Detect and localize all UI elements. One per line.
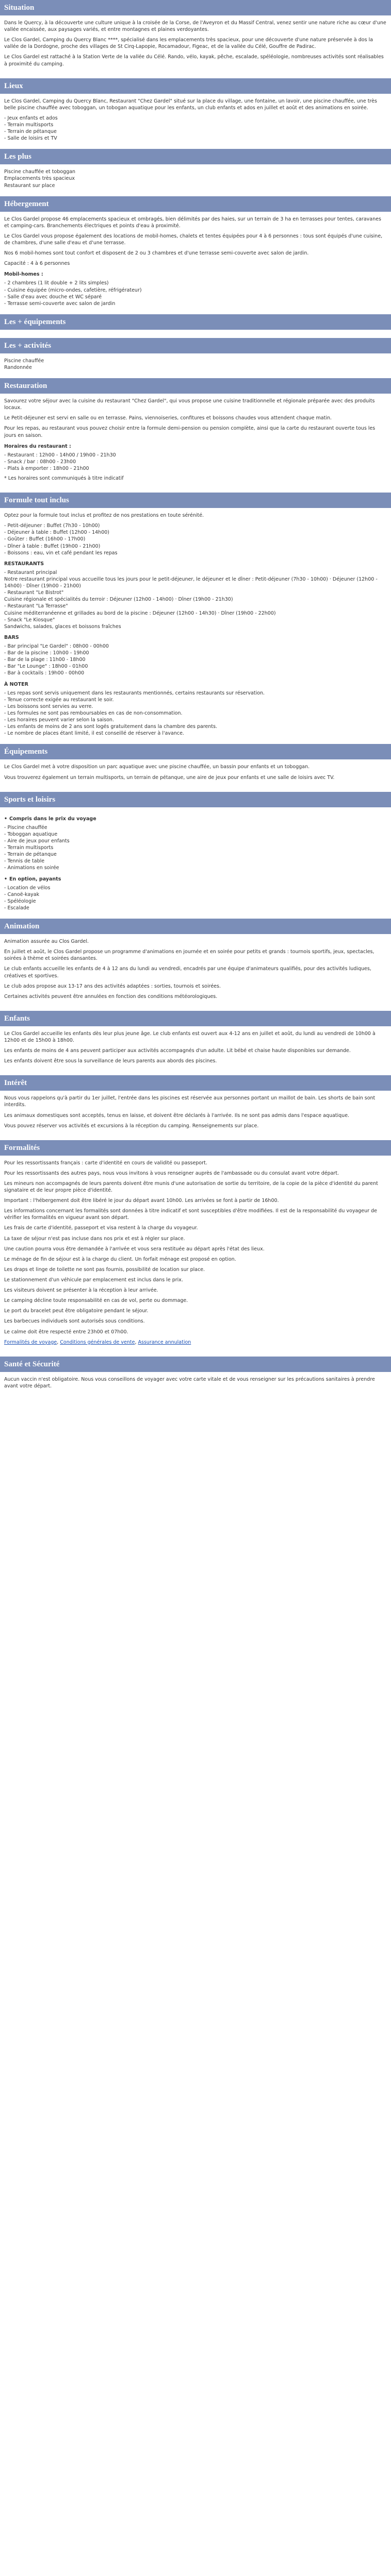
formule-banner: Formule tout inclus — [0, 493, 391, 508]
interet-section — [0, 1091, 391, 1134]
les-plus-line: Restaurant sur place — [4, 182, 55, 189]
sports-included-line: - Terrain de pétanque — [4, 852, 57, 858]
sports-included-line: - Animations en soirée — [4, 865, 59, 871]
formalites-paragraph: Les informations concernant les formalités sont données à titre indicatif et sont susceptibles d'être modifiées. Il est de la responsabilité du voyageur de vérifier les formalités en vigueur avant son départ. — [4, 1208, 377, 1221]
enfants-paragraph: Les enfants doivent être sous la surveillance de leurs parents aux abords des piscines. — [4, 1058, 217, 1064]
animation-paragraph: En juillet et août, le Clos Gardel propose un programme d'animations en journée et en soirée pour petits et grands : tournois sportifs, jeux, spectacles, soirées à thème et soirées dansantes. — [4, 949, 374, 962]
formule-bar-line: - Bar principal "Le Gardel" : 08h00 - 00h00 — [4, 643, 109, 650]
enfants-paragraph: Le Clos Gardel accueille les enfants dès leur plus jeune âge. Le club enfants est ouvert aux 4-12 ans en juillet et août, du lundi au vendredi de 10h00 à 12h00 et de 15h00 à 18h00. — [4, 1030, 376, 1043]
sports-section — [0, 807, 391, 913]
hebergement-line: - Cuisine équipée (micro-ondes, cafetière, réfrigérateur) — [4, 287, 142, 293]
activites-plus-line: Piscine chauffée — [4, 358, 44, 364]
sports-paid-line: - Canoë-kayak — [4, 891, 40, 897]
restauration-note: * Les horaires sont communiqués à titre indicatif — [4, 476, 124, 482]
formule-note-line: - Les horaires peuvent varier selon la saison. — [4, 717, 114, 723]
formule-line: - Petit-déjeuner : Buffet (7h30 - 10h00) — [4, 523, 100, 529]
sports-included-line: - Piscine chauffée — [4, 824, 47, 831]
enfants-banner: Enfants — [0, 1011, 391, 1026]
formalites-link[interactable]: Formalités de voyage — [4, 1339, 57, 1345]
formule-restaurant-line: Cuisine méditerranéenne et grillades au bord de la piscine : Déjeuner (12h00 - 14h30) · Dîner (19h00 - 22h00) — [4, 610, 276, 616]
bullet-icon: • — [4, 816, 8, 822]
restauration-hours-line: - Plats à emporter : 18h00 - 21h00 — [4, 465, 89, 471]
formule-line: - Dîner à table : Buffet (19h00 - 21h00) — [4, 543, 101, 549]
formule-restaurant-line: - Restaurant principal — [4, 569, 57, 575]
sports-paid-label: En option, payants — [9, 876, 61, 882]
restauration-section — [0, 394, 391, 487]
formule-restaurants-title: RESTAURANTS — [4, 561, 44, 567]
formule-restaurant-line: Cuisine régionale et spécialités du terroir : Déjeuner (12h00 - 14h00) · Dîner (19h00 - 21h30) — [4, 597, 233, 603]
formule-note-line: - Tenue correcte exigée au restaurant le soir. — [4, 697, 114, 703]
lieux-paragraph: Le Clos Gardel, Camping du Quercy Blanc, Restaurant "Chez Gardel" situé sur la place du village, une fontaine, un lavoir, une piscine chauffée, une très belle piscine chauffée avec toboggan, un tobogan aquatique pour les enfants, un club enfants et ados en juillet et août et des animations en soirée. — [4, 98, 377, 111]
hebergement-paragraph: Le Clos Gardel vous propose également des locations de mobil-homes, chalets et tentes équipées pour 4 à 6 personnes : tous sont équipés d'une cuisine, de chambres, d'une salle d'eau et d'une terrasse. — [4, 233, 383, 246]
hebergement-section — [0, 212, 391, 309]
bullet-icon: • — [4, 876, 8, 882]
formalites-paragraph: Pour les ressortissants des autres pays, nous vous invitons à vous renseigner auprès de l'ambassade ou du consulat avant votre départ. — [4, 1170, 339, 1176]
les-plus-section — [0, 164, 391, 191]
formalites-paragraph: Une caution pourra vous être demandée à l'arrivée et vous sera restituée au départ après l'état des lieux. — [4, 1246, 265, 1252]
formalites-banner: Formalités — [0, 1140, 391, 1156]
formule-section — [0, 508, 391, 739]
sante-paragraph: Aucun vaccin n'est obligatoire. Nous vous conseillons de voyager avec votre carte vitale et de vous renseigner sur les précautions sanitaires à prendre avant votre départ. — [4, 1376, 375, 1389]
formule-note-line: - Les formules ne sont pas remboursables en cas de non-consommation. — [4, 710, 183, 716]
formalites-links: Formalités de voyage, Conditions générales de vente, Assurance annulation — [4, 1339, 191, 1345]
formule-bar-line: - Bar de la piscine : 10h00 - 19h00 — [4, 650, 89, 656]
activites-plus-banner: Les + activités — [0, 338, 391, 353]
les-plus-line: Piscine chauffée et toboggan — [4, 169, 76, 175]
situation-paragraph: Dans le Quercy, à la découverte une culture unique à la croisée de la Corse, de l'Aveyron et du Massif Central, venez sentir une nature riche au cœur d'une vallée encaissée, aux paysages variés, et entre montagnes et plaines verdoyantes. — [4, 20, 386, 33]
formule-notes-title: À NOTER — [4, 681, 28, 687]
animation-paragraph: Animation assurée au Clos Gardel. — [4, 939, 89, 945]
formule-bar-line: - Bar "Le Lounge" : 18h00 - 01h00 — [4, 664, 88, 670]
hebergement-paragraph: Capacité : 4 à 6 personnes — [4, 261, 70, 267]
situation-banner: Situation — [0, 0, 391, 15]
lieux-section — [0, 94, 391, 144]
formalites-paragraph: Le calme doit être respecté entre 23h00 et 07h00. — [4, 1329, 128, 1335]
hebergement-paragraph: Nos 6 mobil-homes sont tout confort et disposent de 2 ou 3 chambres et d'une terrasse semi-couverte avec salon de jardin. — [4, 250, 309, 257]
animation-paragraph: Le club enfants accueille les enfants de 4 à 12 ans du lundi au vendredi, encadrés par une équipe d'animateurs qualifiés, pour des activités ludiques, créatives et sportives. — [4, 966, 371, 979]
equipements-plus-banner: Les + équipements — [0, 314, 391, 330]
sante-section — [0, 1372, 391, 1395]
hebergement-line: - Terrasse semi-couverte avec salon de jardin — [4, 300, 116, 307]
formule-bars-title: BARS — [4, 634, 19, 640]
restauration-hours-line: - Snack / bar : 08h00 - 23h00 — [4, 459, 76, 465]
formalites-paragraph: Le stationnement d'un véhicule par emplacement est inclus dans le prix. — [4, 1277, 183, 1283]
les-plus-line: Emplacements très spacieux — [4, 176, 75, 182]
lieux-line: - Salle de loisirs et TV — [4, 135, 57, 142]
lieux-banner: Lieux — [0, 78, 391, 94]
restauration-paragraph: Pour les repas, au restaurant vous pouvez choisir entre la formule demi-pension ou pension complète, ainsi que la carte du restaurant ouverte tous les jours en saison. — [4, 426, 376, 438]
formule-restaurant-line: - Restaurant "Le Bistrot" — [4, 590, 64, 596]
equipements-paragraph: Vous trouverez également un terrain multisports, un terrain de pétanque, une aire de jeux pour enfants et une salle de loisirs avec TV. — [4, 774, 335, 781]
animation-section — [0, 934, 391, 1006]
restauration-hours-line: - Restaurant : 12h00 - 14h00 / 19h00 - 21h30 — [4, 452, 116, 458]
equipements-banner: Équipements — [0, 744, 391, 759]
formule-line: - Déjeuner à table : Buffet (12h00 - 14h00) — [4, 530, 109, 536]
interet-banner: Intérêt — [0, 1075, 391, 1091]
animation-banner: Animation — [0, 919, 391, 934]
sports-included-line: - Tennis de table — [4, 858, 45, 865]
hebergement-line: - 2 chambres (1 lit double + 2 lits simples) — [4, 280, 109, 286]
animation-paragraph: Le club ados propose aux 13-17 ans des activités adaptées : sorties, tournois et soirées. — [4, 983, 221, 989]
interet-paragraph: Nous vous rappelons qu'à partir du 1er juillet, l'entrée dans les piscines est réservée aux personnes portant un maillot de bain. Les shorts de bain sont interdits. — [4, 1095, 376, 1108]
sports-included-line: - Toboggan aquatique — [4, 831, 58, 837]
restauration-banner: Restauration — [0, 378, 391, 394]
formalites-paragraph: Le ménage de fin de séjour est à la charge du client. Un forfait ménage est proposé en option. — [4, 1256, 236, 1262]
activites-plus-section — [0, 353, 391, 373]
formule-note-line: - Les repas sont servis uniquement dans les restaurants mentionnés, certains restaurants sur réservation. — [4, 690, 265, 696]
sports-included-line: - Terrain multisports — [4, 845, 54, 851]
formule-bar-line: - Bar à cocktails : 19h00 - 00h00 — [4, 670, 85, 676]
equipements-paragraph: Le Clos Gardel met à votre disposition un parc aquatique avec une piscine chauffée, un bassin pour enfants et un toboggan. — [4, 764, 310, 770]
situation-paragraph: Le Clos Gardel, Camping du Quercy Blanc ****, spécialisé dans les emplacements très spacieux, pour une découverte d'une nature préservée à dos la vallée de la Dordogne, proche des villages de St Cirq-Lapopie, Rocamadour, Figeac, et de la vallée du Célé, Gouffre de Padirac. — [4, 37, 373, 50]
formalites-paragraph: Le camping décline toute responsabilité en cas de vol, perte ou dommage. — [4, 1298, 188, 1304]
restauration-paragraph: Savourez votre séjour avec la cuisine du restaurant "Chez Gardel", qui vous propose une cuisine traditionnelle et régionale préparée avec des produits locaux. — [4, 398, 375, 411]
formalites-paragraph: Les visiteurs doivent se présenter à la réception à leur arrivée. — [4, 1287, 158, 1294]
restauration-paragraph: Le Petit-déjeuner est servi en salle ou en terrasse. Pains, viennoiseries, confitures et boissons chaudes vous attendent chaque matin. — [4, 415, 332, 421]
animation-paragraph: Certaines activités peuvent être annulées en fonction des conditions météorologiques. — [4, 993, 218, 999]
situation-section — [0, 15, 391, 73]
formalites-link[interactable]: Conditions générales de vente — [60, 1339, 135, 1345]
sports-banner: Sports et loisirs — [0, 792, 391, 807]
formule-line: - Boissons : eau, vin et café pendant les repas — [4, 550, 118, 556]
formule-line: - Goûter : Buffet (16h00 - 17h00) — [4, 536, 86, 543]
sports-included-label: Compris dans le prix du voyage — [9, 816, 96, 822]
formalites-paragraph: La taxe de séjour n'est pas incluse dans nos prix et est à régler sur place. — [4, 1235, 185, 1242]
formule-note-line: - Les boissons sont servies au verre. — [4, 703, 93, 709]
formule-restaurant-line: - Snack "Le Kiosque" — [4, 617, 55, 623]
formalites-paragraph: Les mineurs non accompagnés de leurs parents doivent être munis d'une autorisation de sortie du territoire, de la copie de la pièce d'identité du parent signataire et de leur propre pièce d'identité. — [4, 1180, 378, 1194]
situation-paragraph: Le Clos Gardel est rattaché à la Station Verte de la vallée du Célé. Rando, vélo, kayak, pêche, escalade, spéléologie, nombreuses activités sont réalisables à proximité du camping. — [4, 54, 384, 67]
formalites-section — [0, 1156, 391, 1351]
lieux-line: - Terrain multisports — [4, 122, 54, 128]
formalites-paragraph: Important : l'hébergement doit être libéré le jour du départ avant 10h00. Les arrivées se font à partir de 16h00. — [4, 1198, 279, 1204]
formule-bar-line: - Bar de la plage : 11h00 - 18h00 — [4, 657, 86, 663]
formalites-paragraph: Les barbecues individuels sont autorisés sous conditions. — [4, 1318, 145, 1325]
equipements-section — [0, 759, 391, 786]
sports-paid-line: - Escalade — [4, 905, 29, 911]
formalites-paragraph: Pour les ressortissants français : carte d'identité en cours de validité ou passeport. — [4, 1160, 207, 1166]
hebergement-banner: Hébergement — [0, 196, 391, 212]
formule-restaurant-line: - Restaurant "La Terrasse" — [4, 603, 68, 609]
formule-restaurant-line: Sandwichs, salades, glaces et boissons fraîches — [4, 623, 121, 630]
sports-paid-line: - Location de vélos — [4, 885, 51, 891]
formule-restaurant-line: Notre restaurant principal vous accueille tous les jours pour le petit-déjeuner, le déjeuner et le dîner : Petit-déjeuner (7h30 - 10h00) · Déjeuner (12h00 - 14h00) · Dîner (19h00 - 21h00) — [4, 577, 378, 589]
formule-note-line: - Les enfants de moins de 2 ans sont logés gratuitement dans la chambre des parents. — [4, 724, 218, 730]
interet-paragraph: Les animaux domestiques sont acceptés, tenus en laisse, et doivent être déclarés à l'arrivée. Ils ne sont pas admis dans l'espace aquatique. — [4, 1112, 350, 1118]
formalites-paragraph: Les frais de carte d'identité, passeport et visa restent à la charge du voyageur. — [4, 1225, 198, 1231]
restauration-hours-title: Horaires du restaurant : — [4, 443, 71, 449]
hebergement-line: - Salle d'eau avec douche et WC séparé — [4, 294, 102, 300]
formalites-paragraph: Les draps et linge de toilette ne sont pas fournis, possibilité de location sur place. — [4, 1266, 205, 1273]
sports-paid-line: - Spéléologie — [4, 898, 36, 904]
formule-note-line: - Le nombre de places étant limité, il est conseillé de réserver à l'avance. — [4, 731, 184, 737]
hebergement-paragraph: Le Clos Gardel propose 46 emplacements spacieux et ombragés, bien délimités par des haies, sur un terrain de 3 ha en terrasses pour tentes, caravanes et camping-cars. Branchements électriques et points d'eau à proximité. — [4, 216, 381, 229]
interet-paragraph: Vous pouvez réserver vos activités et excursions à la réception du camping. Renseignements sur place. — [4, 1123, 259, 1129]
sports-paid-title — [4, 876, 387, 883]
enfants-paragraph: Les enfants de moins de 4 ans peuvent participer aux activités accompagnés d'un adulte. Lit bébé et chaise haute disponibles sur demande. — [4, 1048, 351, 1054]
les-plus-banner: Les plus — [0, 149, 391, 164]
sante-banner: Santé et Sécurité — [0, 1357, 391, 1372]
formalites-link[interactable]: Assurance annulation — [138, 1339, 191, 1345]
hebergement-subtitle: Mobil-homes : — [4, 272, 43, 278]
formalites-paragraph: Le port du bracelet peut être obligatoire pendant le séjour. — [4, 1308, 149, 1314]
sports-included-title — [4, 816, 387, 822]
enfants-section — [0, 1026, 391, 1070]
lieux-line: - Jeux enfants et ados — [4, 115, 58, 121]
formule-intro: Optez pour la formule tout inclus et profitez de nos prestations en toute sérénité. — [4, 513, 204, 519]
sports-included-line: - Aire de jeux pour enfants — [4, 838, 70, 844]
lieux-line: - Terrain de pétanque — [4, 129, 57, 135]
activites-plus-line: Randonnée — [4, 364, 32, 370]
